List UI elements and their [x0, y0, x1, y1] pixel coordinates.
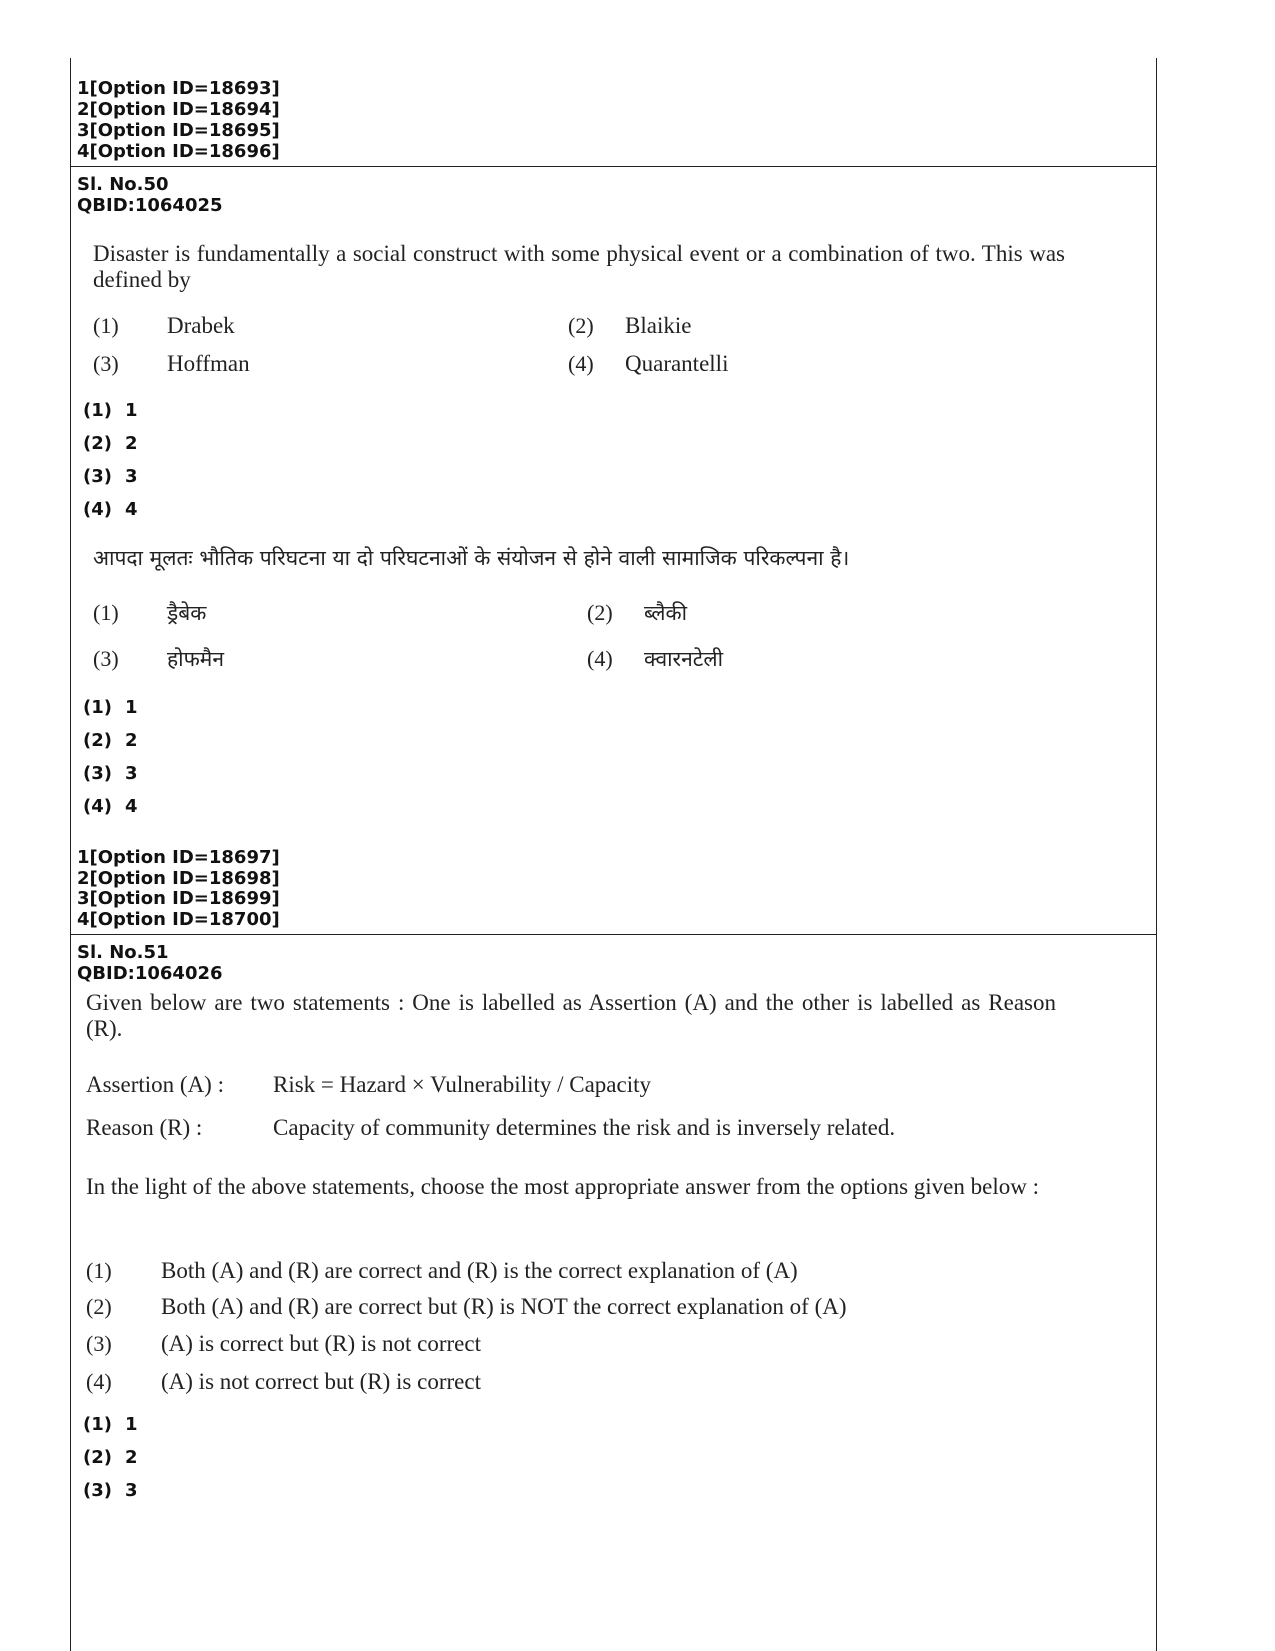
choice-number: (3) [93, 351, 119, 376]
answer-option[interactable]: (3) 3 [83, 763, 138, 784]
choice-number: (2) [86, 1294, 112, 1319]
choice-number: (1) [86, 1258, 112, 1283]
choice-text: होफमैन [167, 647, 224, 671]
answer-option[interactable]: (3) 3 [83, 1480, 138, 1501]
choice-number: (3) [93, 646, 119, 671]
serial-number: Sl. No.51 [77, 942, 169, 963]
choice-text: Both (A) and (R) are correct and (R) is the correct explanation of (A) [161, 1258, 798, 1283]
option-id-line: 2[Option ID=18694] [77, 99, 280, 120]
option-id-line: 3[Option ID=18699] [77, 888, 280, 909]
answer-option[interactable]: (1) 1 [83, 697, 138, 718]
option-id-line: 4[Option ID=18700] [77, 909, 280, 930]
choice-text: ड्रैबेक [167, 601, 207, 625]
question-prompt: In the light of the above statements, choose the most appropriate answer from the options given below : [86, 1174, 1039, 1199]
answer-option[interactable]: (1) 1 [83, 400, 138, 421]
assertion-text: Risk = Hazard × Vulnerability / Capacity [273, 1072, 651, 1097]
choice-text: Hoffman [167, 351, 250, 376]
option-id-line: 3[Option ID=18695] [77, 120, 280, 141]
choice-text: Both (A) and (R) are correct but (R) is NOT the correct explanation of (A) [161, 1294, 847, 1319]
reason-text: Capacity of community determines the risk and is inversely related. [273, 1115, 896, 1140]
reason-label: Reason (R) : [86, 1115, 203, 1140]
answer-option[interactable]: (1) 1 [83, 1414, 138, 1435]
choice-number: (1) [93, 600, 119, 625]
question-paper-frame [70, 58, 1157, 1651]
divider [71, 166, 1156, 167]
choice-text: क्वारनटेली [644, 647, 724, 671]
choice-number: (2) [568, 313, 594, 338]
divider [71, 934, 1156, 935]
choice-text: Drabek [167, 313, 235, 338]
answer-option[interactable]: (2) 2 [83, 1447, 138, 1468]
choice-number: (1) [93, 313, 119, 338]
question-text-en: Disaster is fundamentally a social construct with some physical event or a combination of two. This was defined by [93, 241, 1065, 292]
answer-option[interactable]: (2) 2 [83, 433, 138, 454]
answer-option[interactable]: (3) 3 [83, 466, 138, 487]
assertion-label: Assertion (A) : [86, 1072, 224, 1097]
question-bank-id: QBID:1064025 [77, 195, 223, 216]
choice-text: Quarantelli [625, 351, 729, 376]
answer-option[interactable]: (4) 4 [83, 796, 138, 817]
choice-number: (2) [587, 600, 613, 625]
option-id-line: 4[Option ID=18696] [77, 141, 280, 162]
question-intro: Given below are two statements : One is labelled as Assertion (A) and the other is labelled as Reason (R). [86, 990, 1056, 1041]
answer-option[interactable]: (2) 2 [83, 730, 138, 751]
option-id-line: 2[Option ID=18698] [77, 868, 280, 889]
choice-number: (3) [86, 1331, 112, 1356]
option-id-line: 1[Option ID=18693] [77, 78, 280, 99]
serial-number: Sl. No.50 [77, 174, 169, 195]
choice-number: (4) [86, 1369, 112, 1394]
choice-text: ब्लैकी [644, 601, 688, 625]
choice-text: (A) is correct but (R) is not correct [161, 1331, 481, 1356]
choice-number: (4) [568, 351, 594, 376]
choice-text: (A) is not correct but (R) is correct [161, 1369, 481, 1394]
option-id-line: 1[Option ID=18697] [77, 847, 280, 868]
question-bank-id: QBID:1064026 [77, 963, 223, 984]
choice-text: Blaikie [625, 313, 692, 338]
choice-number: (4) [587, 646, 613, 671]
answer-option[interactable]: (4) 4 [83, 499, 138, 520]
question-text-hi: आपदा मूलतः भौतिक परिघटना या दो परिघटनाओं के संयोजन से होने वाली सामाजिक परिकल्पना है। [93, 546, 850, 570]
